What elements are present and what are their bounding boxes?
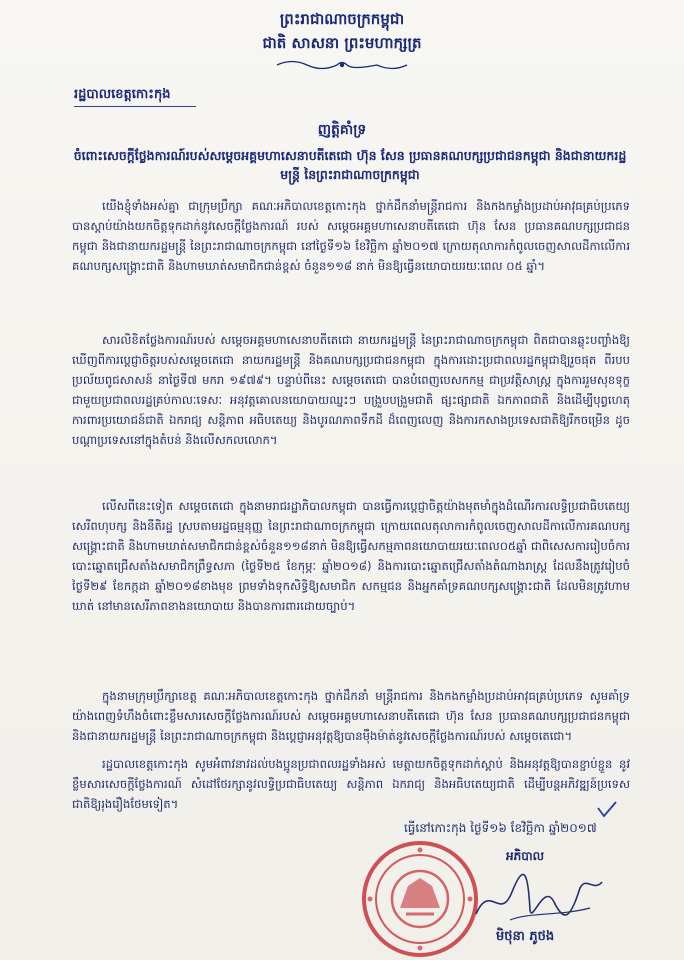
paragraph-4: ក្នុងនាមក្រុមប្រឹក្សាខេត្ត គណៈអភិបាលខេត្តកោះកុង ថ្នាក់ដឹកនាំ មន្ត្រីរាជការ និងកងកម្លាំងប្រដាប់អាវុធគ្រប់ប្រភេទ សូមគាំទ្រយ៉ាងពេញទំហឹងចំពោះខ្លឹមសារសេចក្តីថ្លែងការណ៍របស់ សម្តេចអគ្គមហាសេនាបតីតេជោ ហ៊ុន សែន ប្រធានគណបក្សប្រជាជនកម្ពុជា និងជានាយករដ្ឋមន្ត្រី នៃព្រះរាជាណាចក្រកម្ពុជា និងប្តេជ្ញាអនុវត្តឱ្យបានម៉ឺងម៉ាត់នូវសេចក្តីថ្លែងការណ៍របស់ សម្តេចតេជោ។ (72, 689, 630, 743)
official-seal-icon (356, 838, 484, 960)
document-subject: ចំពោះសេចក្តីថ្លែងការណ៍របស់សម្តេចអគ្គមហាសេនាបតីតេជោ ហ៊ុន សែន ប្រធានគណបក្សប្រជាជនកម្ពុជា និងជានាយករដ្ឋមន្ត្រី នៃព្រះរាជាណាចក្រកម្ពុជា (73, 148, 627, 182)
signature-icon (470, 862, 610, 930)
check-mark-icon (596, 800, 618, 820)
paragraph-2: សារលិខិតថ្លែងការណ៍របស់ សម្តេចអគ្គមហាសេនាបតីតេជោ នាយករដ្ឋមន្ត្រី នៃព្រះរាជាណាចក្រកម្ពុជា ពិតជាបានឆ្លុះបញ្ចាំងឱ្យឃើញពីការប្តេជ្ញាចិត្តរបស់សម្តេចតេជោ នាយករដ្ឋមន្ត្រី និងគណបក្សប្រជាជនកម្ពុជា ក្នុងការដោះប្រជាពលរដ្ឋកម្ពុជាឱ្យរួចផុត ពីរបបប្រល័យពូជសាសន៍ នាថ្ងៃទី៧ មករា ១៩៧៩។ បន្ទាប់ពីនេះ សម្តេចតេជោ បានបំពេញបេសកកម្ម ជាប្រវត្តិសាស្ត្រ ក្នុងការរួមសុខទុក្ខជាមួយប្រជាពលរដ្ឋគ្រប់កាលៈទេសៈ អនុវត្តគោលនយោបាយឈ្នះៗ បង្រួបបង្រួមជាតិ ផ្សះផ្សាជាតិ ឯកភាពជាតិ និងដើម្បីបុព្វហេតុការពារប្រយោជន៍ជាតិ ឯករាជ្យ សន្តិភាព អធិបតេយ្យ និងបូរណភាពទឹកដី ដ៏ពេញលេញ និងការកសាងប្រទេសជាតិឱ្យរីកចម្រើន ដូចបណ្តាប្រទេសនៅក្នុងតំបន់ និងលើសកលលោក។ (72, 333, 630, 447)
paragraph-3: លើសពីនេះទៀត សម្តេចតេជោ ក្នុងនាមរាជរដ្ឋាភិបាលកម្ពុជា បានធ្វើការប្តេជ្ញាចិត្តយ៉ាងមុតមាំក្នុងដំណើរការលទ្ធិប្រជាធិបតេយ្យ សេរីពហុបក្ស និងនីតិរដ្ឋ ស្របតាមរដ្ឋធម្មនុញ្ញ នៃព្រះរាជាណាចក្រកម្ពុជា ក្រោយពេលតុលាការកំពូលចេញសាលដីកាលើការគណបក្សសង្គ្រោះជាតិ និងហាមឃាត់សមាជិកជាន់ខ្ពស់ចំនួន១១៨នាក់ មិនឱ្យធ្វើសកម្មភាពនយោបាយរយៈពេល០៥ឆ្នាំ ជាពិសេសការរៀបចំការបោះឆ្នោតជ្រើសតាំងសមាជិកព្រឹទ្ធសភា (ថ្ងៃទី២៥ ខែកុម្ភៈ ឆ្នាំ២០១៨) និងការបោះឆ្នោតជ្រើសតាំងតំណាងរាស្ត្រ ដែលនឹងត្រូវរៀបចំថ្ងៃទី២៩ ខែកក្កដា ឆ្នាំ២០១៨ខាងមុខ ព្រមទាំងទុកសិទ្ធិឱ្យសមាជិក សកម្មជន និងអ្នកគាំទ្រគណបក្សសង្គ្រោះជាតិ ដែលមិនត្រូវហាមឃាត់ នៅមានសេរីភាពខាងនយោបាយ និងបានការពារដោយច្បាប់។ (72, 499, 630, 613)
office-underline (74, 106, 196, 107)
date-line: ធ្វើនៅកោះកុង ថ្ងៃទី១៦ ខែវិច្ឆិកា ឆ្នាំ២០១៧ (404, 821, 597, 835)
paragraph-5: រដ្ឋបាលខេត្តកោះកុង សូមអំពាវនាវដល់បងប្អូនប្រជាពលរដ្ឋទាំងអស់ មេត្តាយកចិត្តទុកដាក់ស្តាប់ និងអនុវត្តឱ្យបានខ្ជាប់ខ្ជួន នូវខ្លឹមសារសេចក្តីថ្លែងការណ៍ សំដៅថែរក្សានូវលទ្ធិប្រជាធិបតេយ្យ សន្តិភាព ឯករាជ្យ និងអធិបតេយ្យជាតិ ដើម្បីបន្តអភិវឌ្ឍន៍ប្រទេសជាតិឱ្យរុងរឿងថែមទៀត។ (72, 757, 630, 811)
signer-name: មិថុនា ភូថង (496, 929, 555, 944)
document-title: ញត្តិគាំទ្រ (317, 122, 367, 138)
signer-title: អភិបាល (506, 849, 545, 863)
paragraph-1: យើងខ្ញុំទាំងអស់គ្នា ជាក្រុមប្រឹក្សា គណៈអភិបាលខេត្តកោះកុង ថ្នាក់ដឹកនាំមន្ត្រីរាជការ និងកងកម្លាំងប្រដាប់អាវុធគ្រប់ប្រភេទ បានស្តាប់យ៉ាងយកចិត្តទុកដាក់នូវសេចក្តីថ្លែងការណ៍ របស់ សម្តេចអគ្គមហាសេនាបតីតេជោ ហ៊ុន សែន ប្រធានគណបក្សប្រជាជនកម្ពុជា និងជានាយករដ្ឋមន្ត្រី នៃព្រះរាជាណាចក្រកម្ពុជា នៅថ្ងៃទី១៦ ខែវិច្ឆិកា ឆ្នាំ២០១៧ ក្រោយតុលាការកំពូលចេញសាលដីកាលើការ គណបក្សសង្គ្រោះជាតិ និងហាមឃាត់សមាជិកជាន់ខ្ពស់ ចំនួន១១៨ នាក់ មិនឱ្យធ្វើនយោបាយរយៈពេល ០៥ ឆ្នាំ។ (72, 199, 630, 273)
office-name: រដ្ឋបាលខេត្តកោះកុង (74, 87, 171, 102)
kingdom-header: ព្រះរាជាណាចក្រកម្ពុជា (279, 10, 405, 28)
motto-header: ជាតិ សាសនា ព្រះមហាក្សត្រ (262, 34, 422, 52)
header-flourish-icon (272, 58, 412, 72)
